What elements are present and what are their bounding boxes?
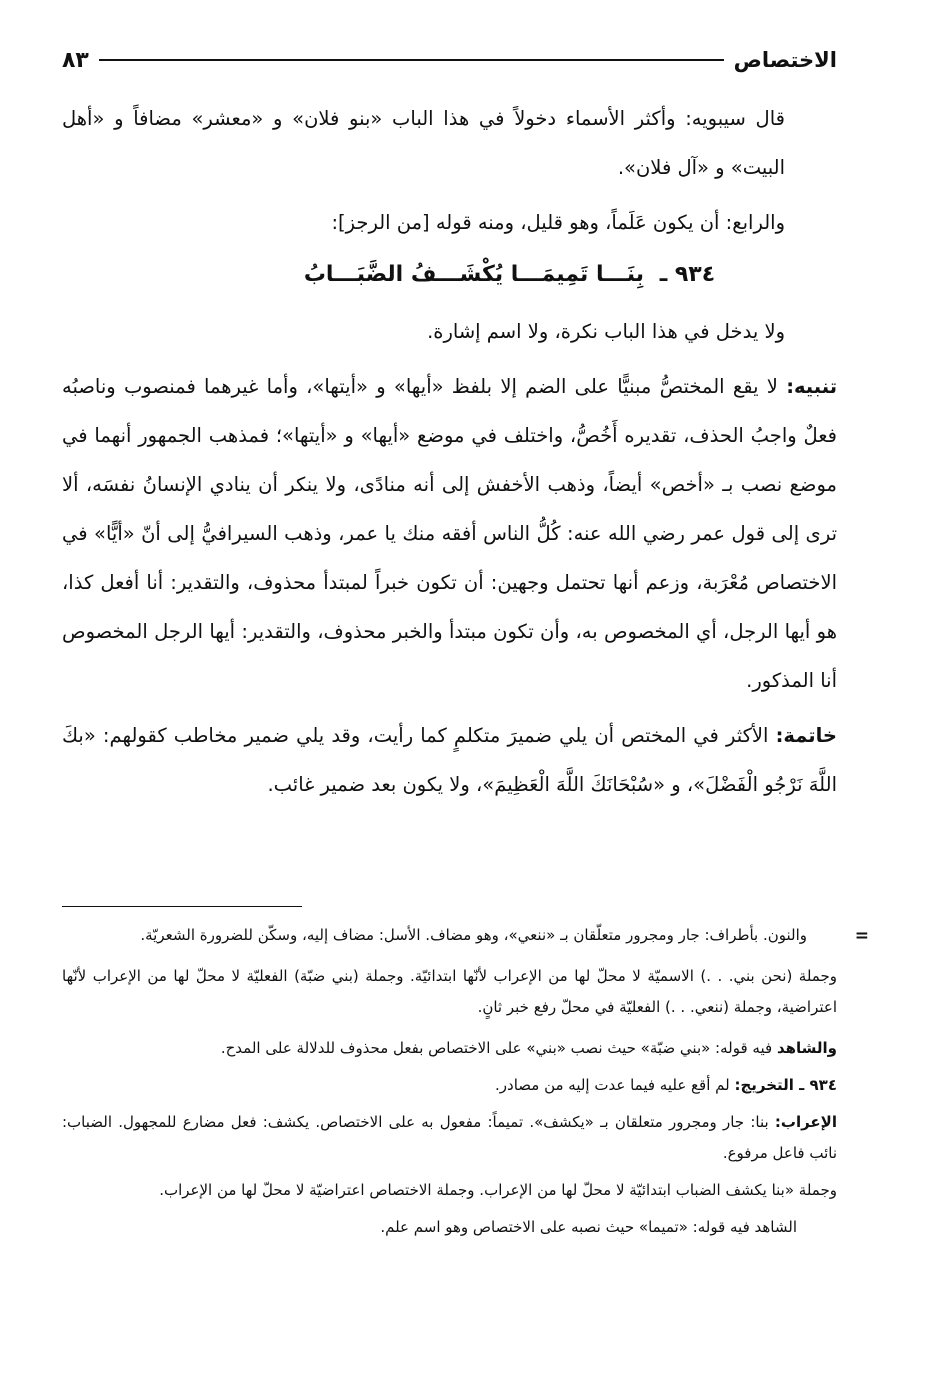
chapter-title: الاختصاص bbox=[733, 48, 837, 72]
footnote-line-6: وجملة «بنا يكشف الضباب ابتدائيّة لا محلّ لها من الإعراب. وجملة الاختصاص اعتراضيّة لا محلّ لها من الإعراب. bbox=[159, 1181, 837, 1199]
tanbih-label: تنبيه: bbox=[786, 375, 838, 398]
footnote-3-text: فيه قوله: «بني ضبّة» حيث نصب «بني» على الاختصاص بفعل محذوف للدلالة على المدح. bbox=[220, 1039, 773, 1057]
footnote-4-text: لم أقع عليه فيما عدت إليه من مصادر. bbox=[495, 1076, 730, 1094]
header-rule bbox=[99, 59, 724, 61]
footnote-line-1: والنون. بأطراف: جار ومجرور متعلّقان بـ «ننعي»، وهو مضاف. الأسل: مضاف إليه، وسكّن للضرورة الشعريّة. bbox=[140, 926, 807, 944]
paragraph-tanbih bbox=[62, 362, 837, 705]
page-number: ٨٣ bbox=[62, 47, 89, 73]
footnote-line-2: وجملة (نحن بني. . .) الاسميّة لا محلّ لها من الإعراب لأنّها ابتدائيّة. وجملة (بني ضبّة) الفعليّة لا محلّ لها من الإعراب لأنّها اعتراضية، وجملة (ننعي. . .) الفعليّة في محلّ رفع خبر ثانٍ. bbox=[62, 967, 837, 1016]
tanbih-text: لا يقع المختصُّ مبنيًّا على الضم إلا بلفظ «أيها» و «أيتها»، وأما غيرهما فمنصوب وناصبُه فعلٌ واجبُ الحذف، تقديره أَخُصُّ، واختلف في موضع «أيها» و «أيتها»؛ فمذهب الجمهور أنهما في موضع نصب بـ «أخص» أيضاً، وذهب الأخفش إلى أنه منادًى، ولا ينكر أن ينادي الإنسانُ نفسَه، ألا ترى إلى قول عمر رضي الله عنه: كُلُّ الناس أفقه منك يا عمر، وذهب السيرافيُّ إلى أنّ «أيًّا» في الاختصاص مُعْرَبة، وزعم أنها تحتمل وجهين: أن تكون خبراً لمبتدأ محذوف، والتقدير: أنا أفعل كذا، هو أيها الرجل، أي المخصوص به، وأن تكون مبتدأ والخبر محذوف، والتقدير: أيها الرجل المخصوص أنا المذكور. bbox=[62, 375, 837, 692]
footnote-5-label: الإعراب: bbox=[774, 1113, 837, 1131]
footnote-separator bbox=[62, 906, 302, 907]
verse-text: بِنَـــا تَمِيمَـــا يُكْشَـــفُ الضَّبَـــابُ bbox=[303, 262, 645, 287]
paragraph-no-indefinite: ولا يدخل في هذا الباب نكرة، ولا اسم إشارة. bbox=[427, 320, 785, 343]
paragraph-khatima bbox=[62, 711, 837, 809]
footnote-line-7: الشاهد فيه قوله: «تميما» حيث نصبه على الاختصاص وهو اسم علم. bbox=[380, 1218, 797, 1236]
verse-934 bbox=[62, 247, 837, 303]
main-text bbox=[62, 94, 837, 809]
khatima-text: الأكثر في المختص أن يلي ضميرَ متكلمٍ كما رأيت، وقد يلي ضمير مخاطب كقولهم: «بكَ اللَّهَ نَرْجُو الْفَضْلَ»، و «سُبْحَانَكَ اللَّهَ الْعَظِيمَ»، ولا يكون بعد ضمير غائب. bbox=[62, 724, 837, 796]
footnote-5-text: بنا: جار ومجرور متعلقان بـ «يكشف». تميماً: مفعول به على الاختصاص. يكشف: فعل مضارع للمجهول. الضباب: نائب فاعل مرفوع. bbox=[62, 1113, 837, 1162]
footnote-3-label: والشاهد bbox=[776, 1039, 837, 1057]
paragraph-fourth: والرابع: أن يكون عَلَماً، وهو قليل، ومنه قوله [من الرجز]: bbox=[331, 211, 785, 234]
footnote-line-3 bbox=[62, 1033, 837, 1064]
khatima-label: خاتمة: bbox=[775, 724, 837, 747]
verse-number: ٩٣٤ ـ bbox=[659, 262, 716, 287]
footnote-continuation-mark: = bbox=[854, 926, 869, 946]
footnotes bbox=[62, 920, 837, 1253]
paragraph-sibawayh: قال سيبويه: وأكثر الأسماء دخولاً في هذا الباب «بنو فلان» و «معشر» مضافاً و «أهل البيت» و «آل فلان». bbox=[62, 107, 785, 179]
footnote-line-5 bbox=[62, 1107, 837, 1169]
footnote-4-label: ٩٣٤ ـ التخريج: bbox=[734, 1076, 837, 1094]
running-header bbox=[62, 44, 837, 76]
footnote-line-4 bbox=[62, 1070, 837, 1101]
